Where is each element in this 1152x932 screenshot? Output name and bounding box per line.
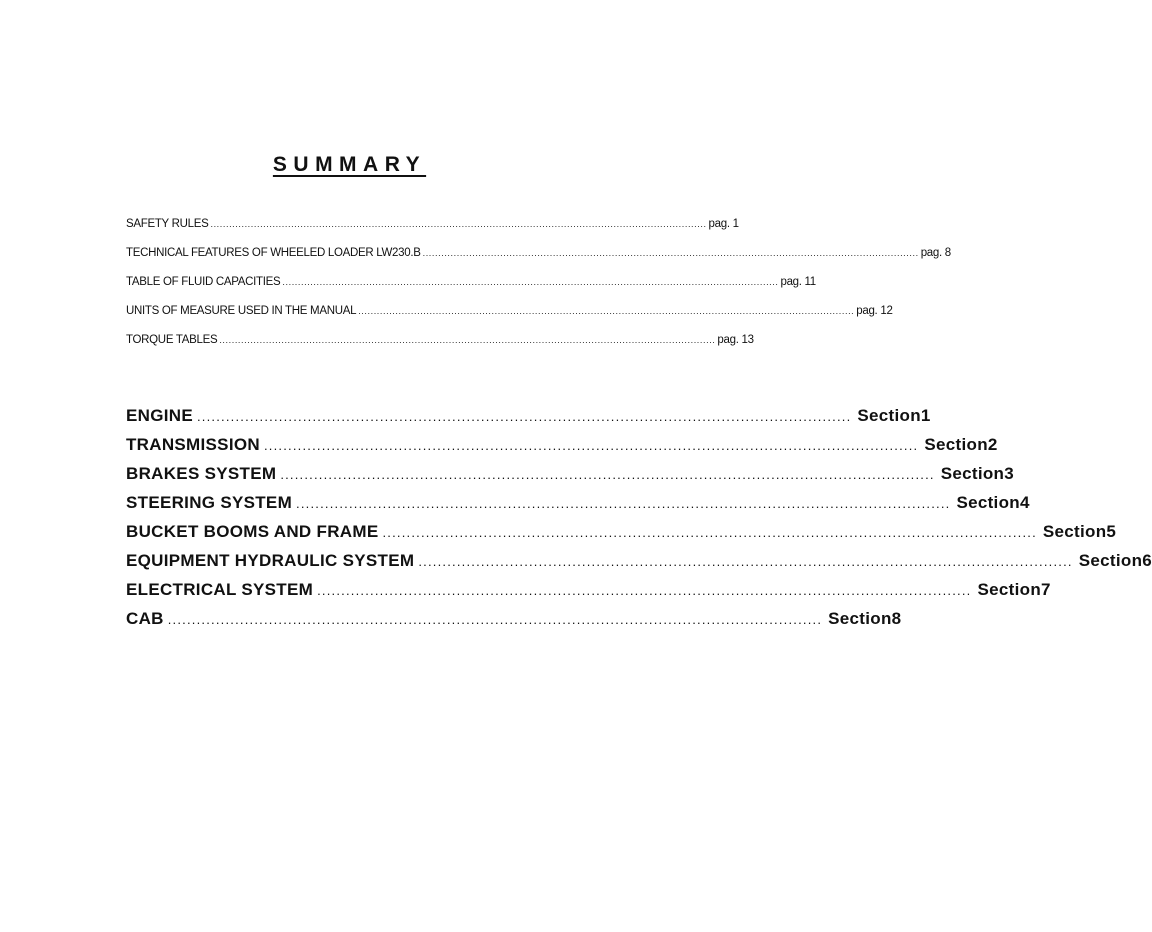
section-entry [126,435,998,464]
section-entry-label: ELECTRICAL SYSTEM [126,580,314,599]
section-entry-word: Section [924,435,988,454]
toc-entry-label: TECHNICAL FEATURES OF WHEELED LOADER LW230.B [126,247,421,259]
section-entry-label: CAB [126,609,164,628]
toc-entry [126,276,816,305]
section-entry-label: EQUIPMENT HYDRAULIC SYSTEM [126,551,415,570]
toc-entry-page: pag. 12 [856,305,893,317]
section-entry [126,580,1051,609]
dot-leader: ................................................................................................................................................................ [422,248,919,258]
section-entry-number: 6 [1142,551,1152,570]
section-entry-number: 4 [1019,493,1030,512]
toc-entry-page: pag. 11 [780,276,816,288]
toc-entry-label: TABLE OF FLUID CAPACITIES [126,276,281,288]
section-entry-word: Section [956,493,1020,512]
section-entry [126,609,902,638]
dot-leader: ........................................................................................................................................ [263,438,919,453]
section-entry-number: 3 [1004,464,1015,483]
section-entry-label: TRANSMISSION [126,435,260,454]
toc-entry [126,218,739,247]
section-entry-word: Section [940,464,1005,483]
dot-leader: ........................................................................................................................................ [317,583,972,598]
section-entry-word: Section [977,580,1042,599]
toc-entry [126,305,893,334]
toc-entry [126,247,951,276]
toc-entry-page: pag. 8 [920,247,951,259]
toc-entry [126,334,754,363]
dot-leader: ........................................................................................................................................ [296,496,951,511]
toc-entry-label: UNITS OF MEASURE USED IN THE MANUAL [126,305,357,317]
section-entry [126,522,1117,551]
dot-leader: ........................................................................................................................................ [196,409,852,424]
section-entry [126,464,1015,493]
dot-leader: ................................................................................................................................................................ [358,306,855,316]
sections-list [126,406,1152,638]
dot-leader: ........................................................................................................................................ [280,467,935,482]
dot-leader: ................................................................................................................................................................ [210,219,707,229]
section-entry-number: 1 [920,406,931,425]
section-entry-word: Section [857,406,921,425]
dot-leader: ........................................................................................................................................ [418,554,1073,569]
front-matter-list [126,218,951,363]
section-entry-word: Section [828,609,892,628]
page-title [0,152,693,178]
section-entry [126,551,1152,580]
section-entry-number: 2 [987,435,998,454]
dot-leader: ........................................................................................................................................ [167,612,823,627]
dot-leader: ................................................................................................................................................................ [282,277,779,287]
section-entry-label: STEERING SYSTEM [126,493,293,512]
toc-entry-page: pag. 13 [717,334,754,346]
section-entry-label: BUCKET BOOMS AND FRAME [126,522,379,541]
section-entry-number: 7 [1041,580,1051,599]
section-entry-label: BRAKES SYSTEM [126,464,277,483]
toc-entry-label: TORQUE TABLES [126,334,218,346]
section-entry [126,406,931,435]
section-entry [126,493,1030,522]
toc-entry-page: pag. 1 [708,218,739,230]
section-entry-label: ENGINE [126,406,193,425]
section-entry-word: Section [1078,551,1143,570]
dot-leader: ................................................................................................................................................................ [219,335,716,345]
section-entry-word: Section [1042,522,1107,541]
page-title-text: SUMMARY [272,153,427,176]
section-entry-number: 5 [1106,522,1117,541]
dot-leader: ........................................................................................................................................ [382,525,1037,540]
section-entry-number: 8 [891,609,902,628]
toc-entry-label: SAFETY RULES [126,218,209,230]
